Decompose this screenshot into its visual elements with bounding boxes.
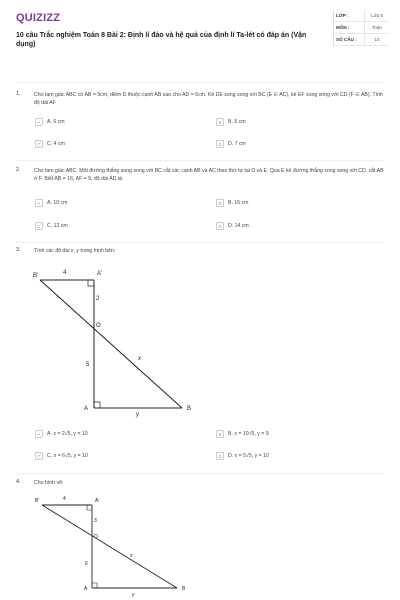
label-a: A [84,586,88,592]
option-key: B [216,118,224,126]
option-key: D [216,452,224,460]
option-key: D [216,140,224,148]
option-text: B. 15 cm [228,200,249,206]
option-text: B. 5 cm [228,119,246,125]
meta-label: LỚP : [336,13,349,18]
question-text: Cho hình vẽ: [34,480,64,486]
option-key: B [216,430,224,438]
meta-label: MÔN : [336,25,350,30]
question-text: Cho tam giác ABC có AB = 9cm, điểm D thuộc cạnh AB sao cho AD = 6cm. Kẻ DE song song với BC (E ∈ AC), kẻ EF song song với CD (F ∈ AB). Tính độ dài AF [34,92,383,106]
page-title: 10 câu Trắc nghiệm Toán 8 Bài 2: Định lí đảo và hệ quả của định lí Ta-lét có đáp án (Vận dụng) [16,32,307,48]
meta-label: SỐ CÂU : [336,37,357,42]
option-key: A [35,199,43,207]
option-text: A. 10 cm [47,200,68,206]
option-key: A [35,430,43,438]
label-o: O [96,323,101,329]
meta-value: 10 [364,34,389,45]
question-number: 4. [16,479,21,485]
question-text: Cho tam giác ABC. Một đường thẳng song song với BC cắt các cạnh AB và AC theo thứ tự tại D và E. Qua E kẻ đường thẳng song song với CD, cắt AB ở F. Biết AB = 16, AF = 9, độ dài AD là: [34,168,384,182]
label-top: 4 [63,270,67,276]
option-key: C [35,222,43,230]
option-text: B. x = 10√5, y = 9 [228,431,269,437]
label-lower: 5 [86,362,90,368]
option-text: D. 7 cm [228,141,246,147]
question-number: 2. [16,167,21,173]
label-lower: 6 [85,561,88,567]
label-x: x [130,553,133,559]
label-o: O [94,534,98,540]
question-number: 3. [16,247,21,253]
meta-value: Toán [364,22,389,33]
option-text: D. 14 cm [228,223,249,229]
option-text: C. 4 cm [47,141,65,147]
option-text: C. 12 cm [47,223,68,229]
label-upper: 2 [96,296,100,302]
label-upper: 3 [94,518,97,524]
option-key: D [216,222,224,230]
option-key: B [216,199,224,207]
question-number: 1. [16,91,21,97]
option-text: D. x = 5√5, y = 10 [228,453,269,459]
label-a: A [84,406,89,412]
label-b-prime: B' [33,273,39,279]
label-b-prime: B' [35,498,40,504]
option-key: C [35,452,43,460]
option-text: A. x = 2√5, y = 10 [47,431,88,437]
label-y: y [136,412,139,418]
label-top: 4 [63,496,66,502]
option-text: C. x = 6√5, y = 10 [47,453,88,459]
option-key: A [35,118,43,126]
label-b: B [182,586,186,592]
label-y: y [132,592,135,598]
label-x: x [138,356,141,362]
question-text: Tính các độ dài x, y trong hình bên: [34,248,116,254]
logo: QUIZIZZ [16,12,61,24]
option-key: C [35,140,43,148]
label-b: B [187,406,192,412]
label-a-prime: A' [97,271,103,277]
meta-value: Lớp 8 [364,10,389,21]
label-a-prime: A' [95,498,100,504]
option-text: A. 6 cm [47,119,65,125]
